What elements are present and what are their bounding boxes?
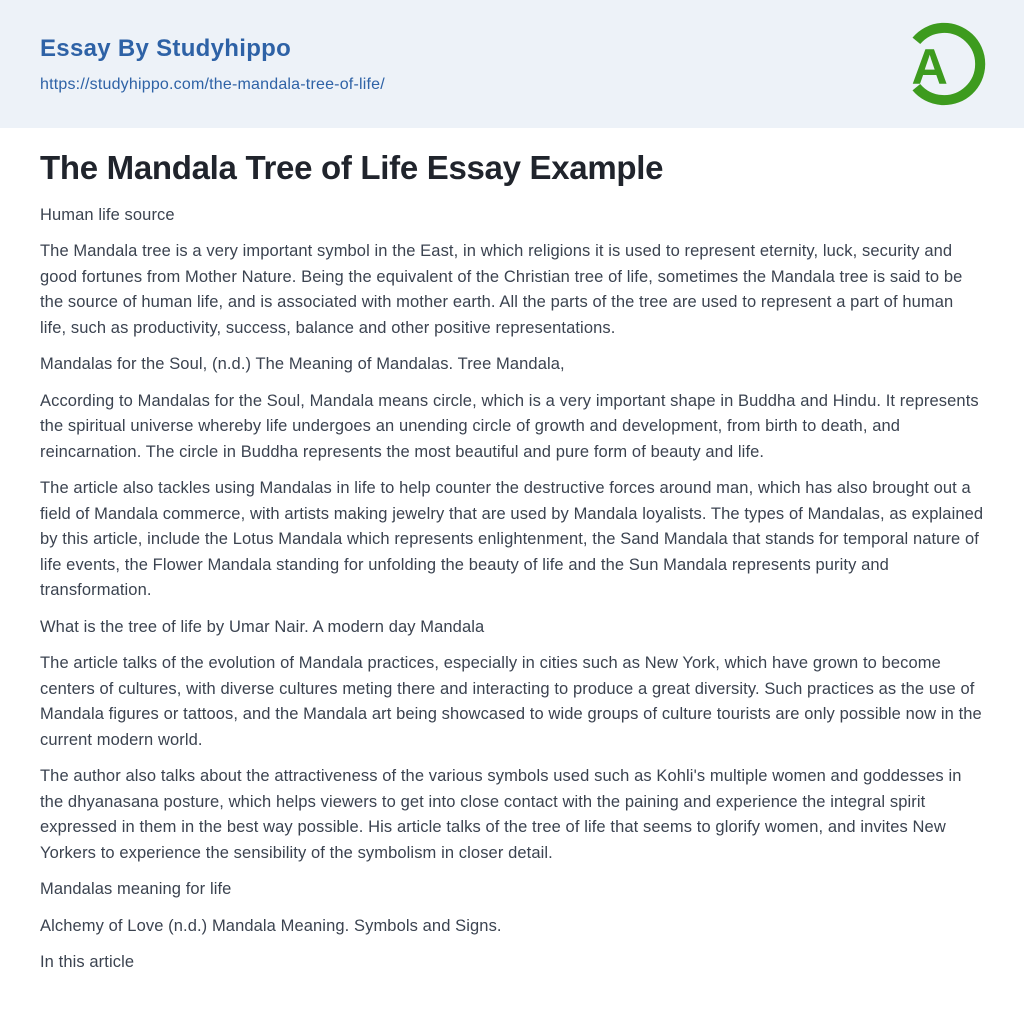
paragraph-citation-alchemy: Alchemy of Love (n.d.) Mandala Meaning. Symbols and Signs.	[40, 916, 502, 935]
source-url-link[interactable]: https://studyhippo.com/the-mandala-tree-of-life/	[40, 75, 385, 93]
site-header	[0, 0, 1024, 128]
paragraph-author-symbols: The author also talks about the attractiveness of the various symbols used such as Kohli's multiple women and goddesses in the dhyanasana posture, which helps viewers to get into close contact with the paining and experience the integral spirit expressed in them in the best way possible. His article talks of the tree of life that seems to glorify women, and invites New Yorkers to experience the sensibility of the symbolism in closer detail.	[40, 767, 962, 862]
header-text-block	[40, 35, 385, 94]
page-title: The Mandala Tree of Life Essay Example	[40, 149, 664, 186]
paragraph-citation-soul: Mandalas for the Soul, (n.d.) The Meaning of Mandalas. Tree Mandala,	[40, 355, 565, 374]
paragraph-mandala-intro: The Mandala tree is a very important symbol in the East, in which religions it is used to represent eternity, luck, security and good fortunes from Mother Nature. Being the equivalent of the Christian tree of life, sometimes the Mandala tree is said to be the source of human life, and is associated with mother earth. All the parts of the tree are used to represent a part of human life, such as productivity, success, balance and other positive representations.	[40, 242, 963, 337]
paragraph-meaning-for-life-heading: Mandalas meaning for life	[40, 880, 232, 899]
paragraph-umar-nair-heading: What is the tree of life by Umar Nair. A modern day Mandala	[40, 617, 485, 636]
logo-letter: A	[911, 38, 948, 96]
paragraph-mandala-circle: According to Mandalas for the Soul, Mandala means circle, which is a very important shape in Buddha and Hindu. It represents the spiritual universe whereby life undergoes an unending circle of growth and development, from birth to death, and reincarnation. The circle in Buddha represents the most beautiful and pure form of beauty and life.	[40, 391, 979, 461]
site-title: Essay By Studyhippo	[40, 34, 292, 62]
paragraph-human-life-source: Human life source	[40, 205, 175, 224]
paragraph-mandala-types: The article also tackles using Mandalas in life to help counter the destructive forces around man, which has also brought out a field of Mandala commerce, with artists making jewelry that are used by Mandala loyalists. The types of Mandalas, as explained by this article, include the Lotus Mandala which represents enlightenment, the Sand Mandala that stands for temporal nature of life events, the Flower Mandala standing for unfolding the beauty of life and the Sun Mandala represents purity and transformation.	[40, 479, 984, 600]
studyhippo-logo-icon[interactable]	[902, 19, 986, 109]
paragraph-evolution-practices: The article talks of the evolution of Mandala practices, especially in cities such as New York, which have grown to become centers of cultures, with diverse cultures meting there and interacting to produce a great diversity. Such practices as the use of Mandala figures or tattoos, and the Mandala art being showcased to wide groups of culture tourists are only possible now in the current modern world.	[40, 654, 982, 749]
paragraph-in-this-article: In this article	[40, 953, 135, 972]
essay-article	[0, 128, 1024, 1027]
